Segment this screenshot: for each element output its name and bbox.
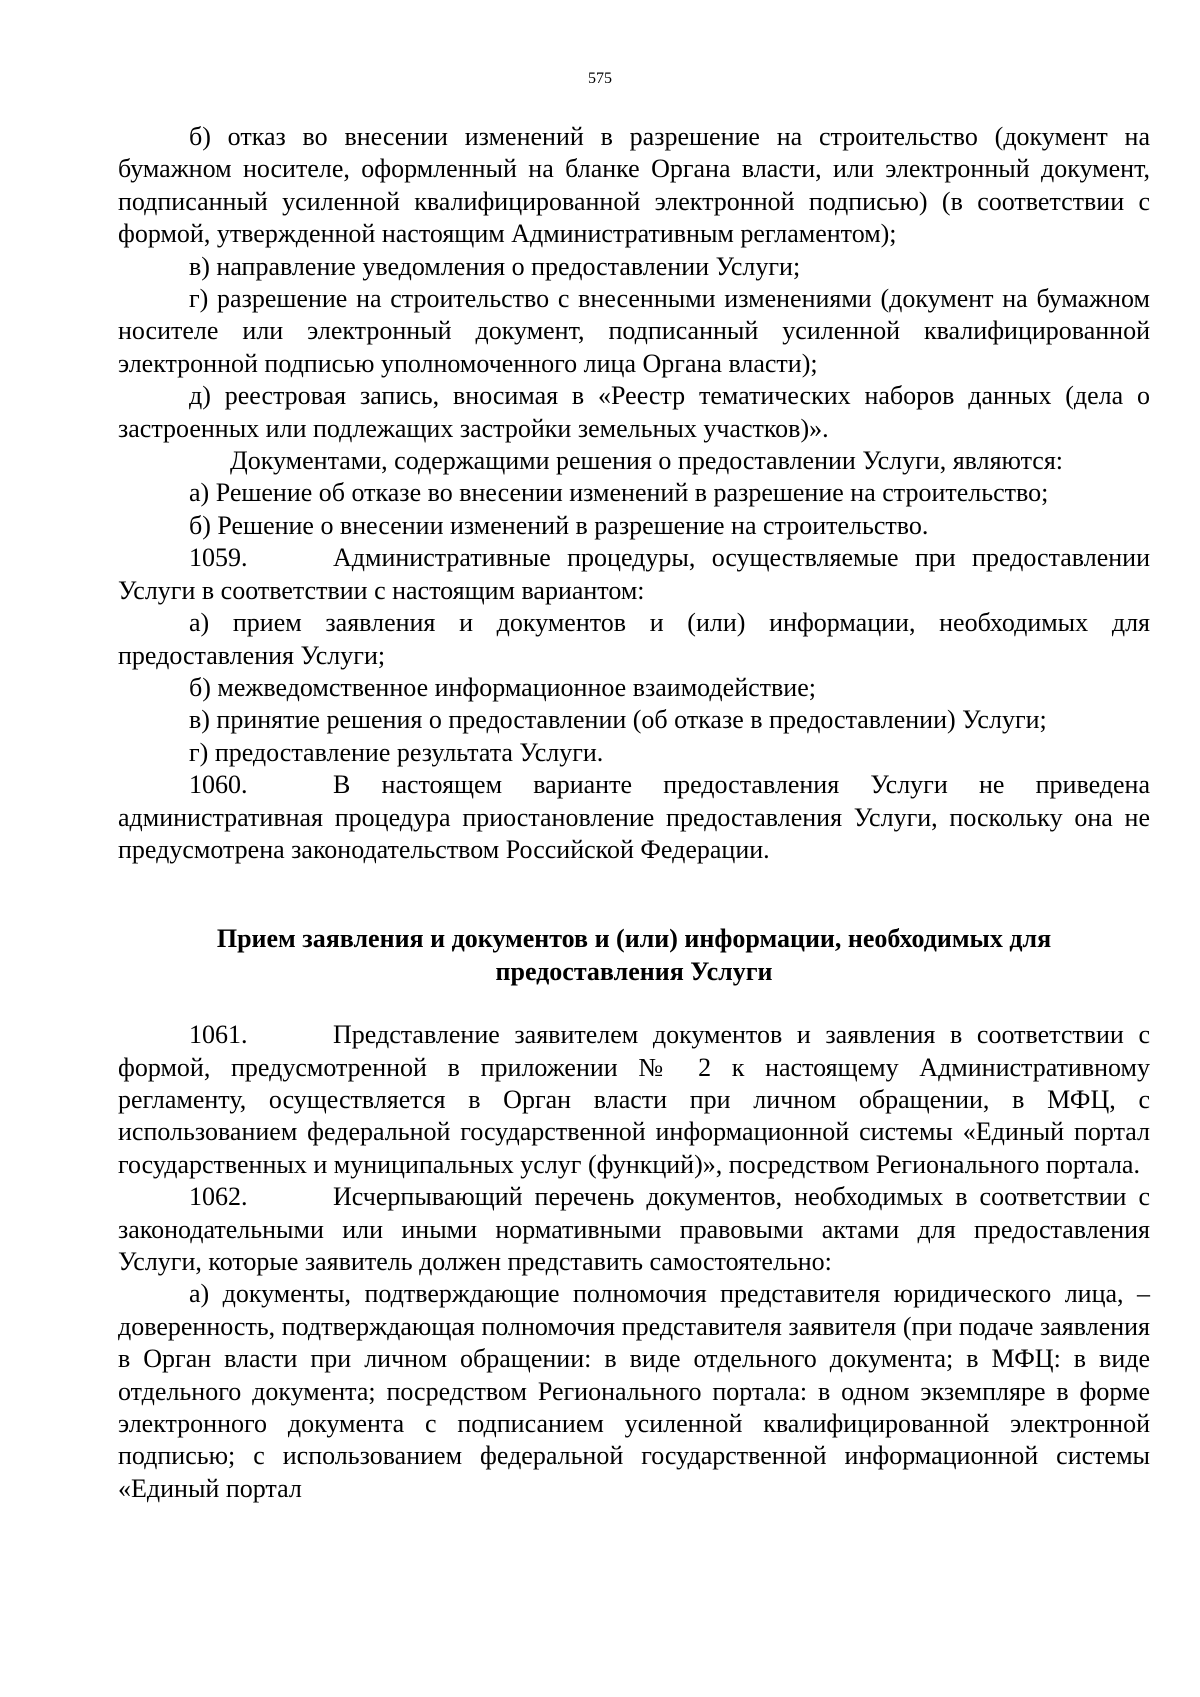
document-body bbox=[118, 121, 1150, 1505]
paragraph: д) реестровая запись, вносимая в «Реестр тематических наборов данных (дела о застроенных или подлежащих застройки земельных участков)». bbox=[118, 381, 1150, 443]
paragraph: г) предоставление результата Услуги. bbox=[189, 737, 604, 767]
paragraph: б) Решение о внесении изменений в разрешение на строительство. bbox=[189, 510, 929, 540]
clause-number: 1059. bbox=[189, 543, 248, 573]
paragraph: Документами, содержащими решения о предоставлении Услуги, являются: bbox=[230, 446, 1064, 476]
paragraph-text: Исчерпывающий перечень документов, необходимых в соответствии с законодательными или иными нормативными правовыми актами для предоставления Услуги, которые заявитель должен представить самостоятельно: bbox=[118, 1182, 1150, 1276]
clause-number: 1060. bbox=[189, 770, 248, 800]
numbered-paragraph bbox=[118, 1019, 1150, 1181]
paragraph: г) разрешение на строительство с внесенными изменениями (документ на бумажном носителе или электронный документ, подписанный усиленной квалифицированной электронной подписью уполномоченного лица Органа власти); bbox=[118, 284, 1150, 378]
page-number: 575 bbox=[588, 70, 612, 87]
section-heading: Прием заявления и документов и (или) информации, необходимых для предоставления Услуги bbox=[216, 924, 1052, 986]
paragraph: а) документы, подтверждающие полномочия представителя юридического лица, – доверенность, подтверждающая полномочия представителя заявителя (при подаче заявления в Орган власти при личном обращении: в виде отдельного документа; в МФЦ: в виде отдельного документа; посредством Регионального портала: в одном экземпляре в форме электронного документа с подписанием усиленной квалифицированной электронной подписью; с использованием федеральной государственной информационной системы «Единый портал bbox=[118, 1279, 1150, 1503]
paragraph: а) Решение об отказе во внесении изменений в разрешение на строительство; bbox=[189, 478, 1049, 508]
paragraph: б) межведомственное информационное взаимодействие; bbox=[189, 672, 816, 702]
numbered-paragraph bbox=[118, 542, 1150, 607]
paragraph-text: Административные процедуры, осуществляемые при предоставлении Услуги в соответствии с настоящим вариантом: bbox=[118, 543, 1150, 605]
paragraph-text: Представление заявителем документов и заявления в соответствии с формой, предусмотренной в приложении № 2 к настоящему Административному регламенту, осуществляется в Орган власти при личном обращении, в МФЦ, с использованием федеральной государственной информационной системы «Единый портал государственных и муниципальных услуг (функций)», посредством Регионального портала. bbox=[118, 1020, 1150, 1179]
paragraph: а) прием заявления и документов и (или) информации, необходимых для предоставления Услуги; bbox=[118, 608, 1150, 670]
paragraph: б) отказ во внесении изменений в разрешение на строительство (документ на бумажном носителе, оформленный на бланке Органа власти, или электронный документ, подписанный усиленной квалифицированной электронной подписью) (в соответствии с формой, утвержденной настоящим Административным регламентом); bbox=[118, 122, 1150, 249]
numbered-paragraph bbox=[118, 1181, 1150, 1278]
paragraph-text: В настоящем варианте предоставления Услуги не приведена административная процедура приостановление предоставления Услуги, поскольку она не предусмотрена законодательством Российской Федерации. bbox=[118, 770, 1150, 864]
clause-number: 1061. bbox=[189, 1020, 248, 1050]
numbered-paragraph bbox=[118, 769, 1150, 866]
paragraph: в) направление уведомления о предоставлении Услуги; bbox=[189, 251, 801, 281]
clause-number: 1062. bbox=[189, 1182, 248, 1212]
paragraph: в) принятие решения о предоставлении (об отказе в предоставлении) Услуги; bbox=[189, 705, 1047, 735]
